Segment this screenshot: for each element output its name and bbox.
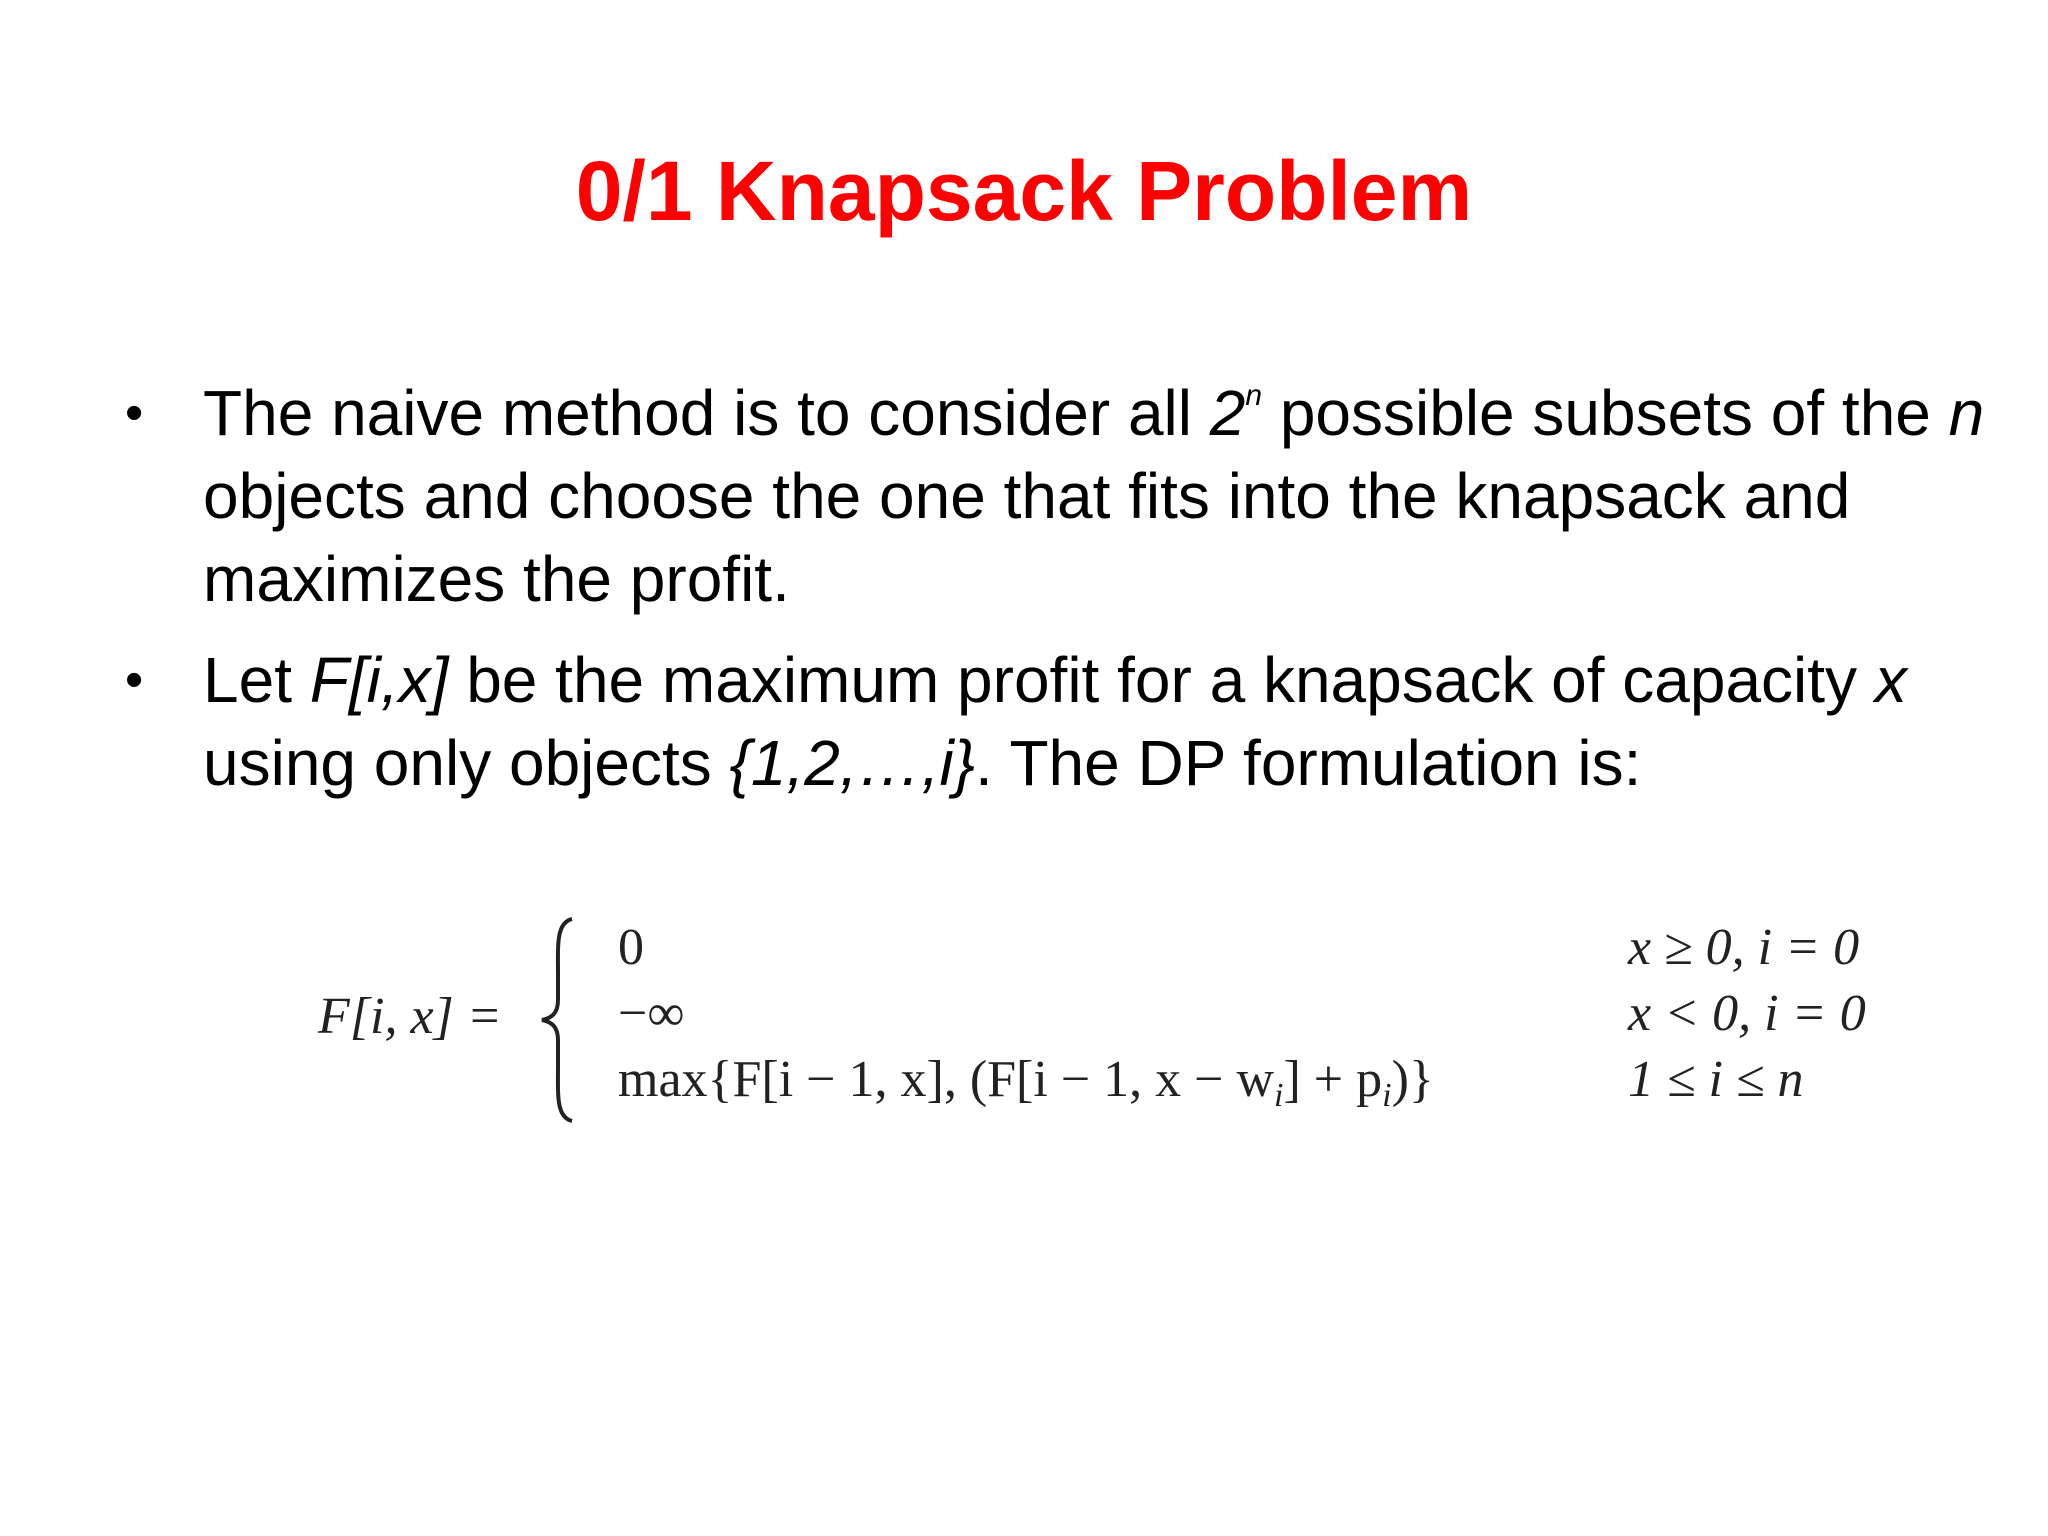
bullet-text: be the maximum profit for a knapsack of capacity [448,644,1875,716]
bullet-superscript: n [1245,379,1263,412]
formula-subscript: i [1274,1077,1284,1114]
bullet-marker: • [125,651,144,709]
bullet-text-italic: x [1874,644,1907,716]
formula-case-expr: 0 [618,919,644,976]
bullet-list [125,372,1985,823]
bullet-marker: • [125,384,144,442]
formula-case-condition: x < 0, i = 0 [1628,985,1866,1042]
formula-case-condition: 1 ≤ i ≤ n [1628,1051,1804,1108]
bullet-text-italic: {1,2,…,i} [729,727,976,799]
left-brace-icon [538,915,578,1125]
formula-case-expr [618,1047,1434,1113]
bullet-item-dp-definition [125,639,1985,805]
bullet-text: possible subsets of the [1262,377,1949,449]
formula-expr-part: )} [1391,1051,1434,1108]
bullet-text-italic: 2 [1209,377,1246,449]
formula-expr-part: ] + p [1283,1051,1383,1108]
bullet-text-italic: F[i,x] [309,644,449,716]
formula-subscript: i [1382,1077,1392,1114]
formula-case-condition: x ≥ 0, i = 0 [1628,919,1860,976]
bullet-text: . The DP formulation is: [975,727,1642,799]
bullet-text: using only objects [203,727,730,799]
dp-formula [318,915,1958,1135]
formula-lhs: F[i, x] = [318,988,502,1045]
bullet-item-naive-method [125,372,1985,621]
bullet-text: Let [203,644,310,716]
bullet-text: The naive method is to consider all [203,377,1210,449]
formula-expr-part: max{F[i − 1, x], (F[i − 1, x − w [618,1051,1275,1108]
slide-title: 0/1 Knapsack Problem [575,144,1473,238]
formula-case-expr: −∞ [618,985,685,1042]
bullet-text-italic: n [1948,377,1985,449]
bullet-text: objects and choose the one that fits into the knapsack and maximizes the profit. [203,460,1851,615]
